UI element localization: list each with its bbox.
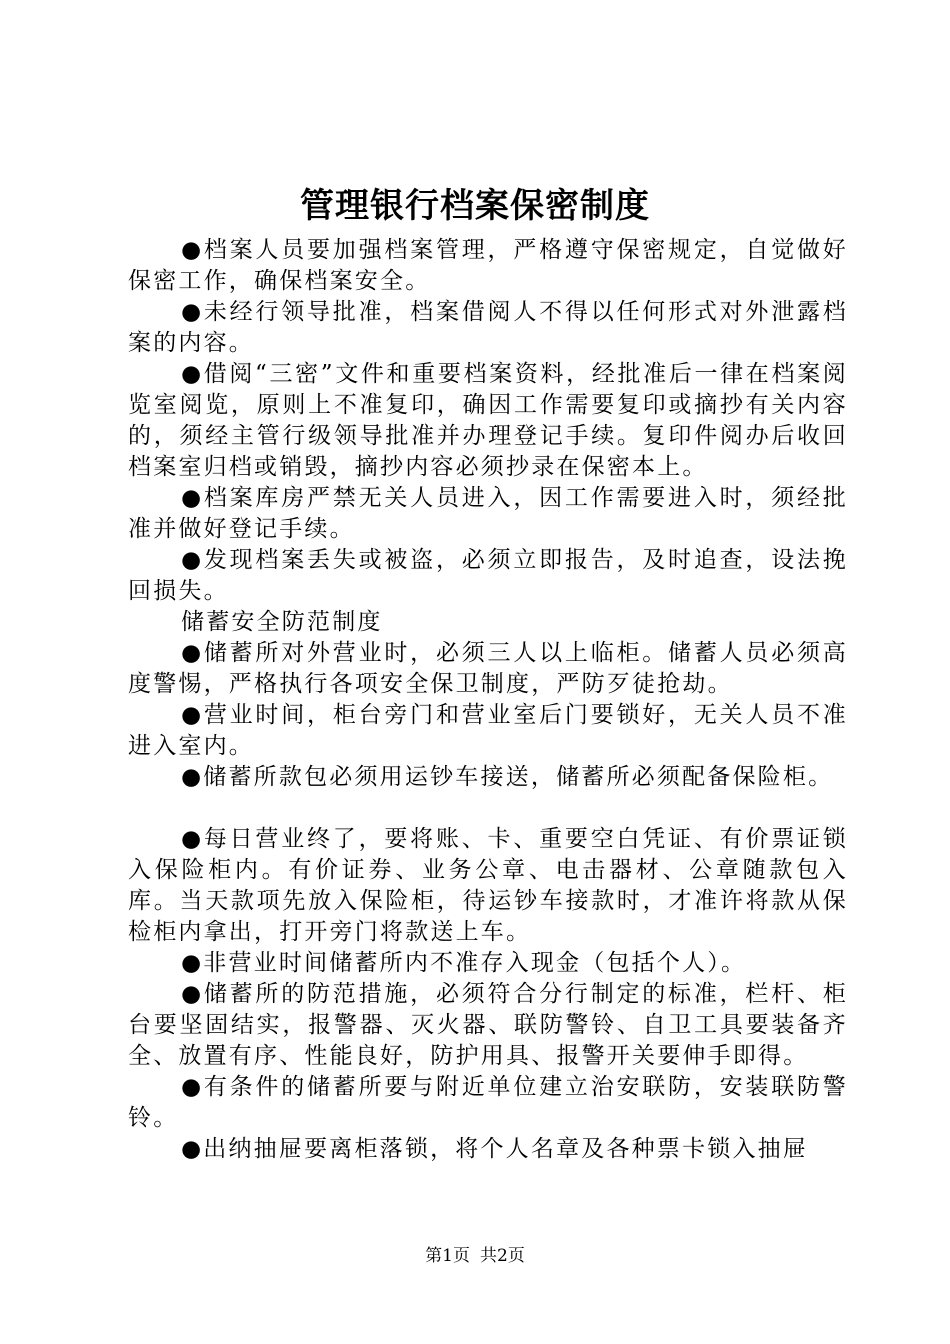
paragraph: ●营业时间，柜台旁门和营业室后门要锁好，无关人员不准进入室内。 (128, 702, 848, 759)
paragraph: ●储蓄所对外营业时，必须三人以上临柜。储蓄人员必须高度警惕，严格执行各项安全保卫制度，严防歹徒抢劫。 (128, 640, 848, 697)
paragraph: ●有条件的储蓄所要与附近单位建立治安联防，安装联防警铃。 (128, 1074, 848, 1131)
document-body (128, 235, 848, 1165)
paragraph: ●未经行领导批准，档案借阅人不得以任何形式对外泄露档案的内容。 (128, 299, 848, 356)
paragraph: ●档案库房严禁无关人员进入，因工作需要进入时，须经批准并做好登记手续。 (128, 485, 848, 542)
page-total: 共2页 (480, 1246, 525, 1266)
paragraph: ●出纳抽屉要离柜落锁，将个人名章及各种票卡锁入抽屉 (181, 1136, 809, 1162)
page-number: 第1页 (425, 1246, 470, 1266)
paragraph: ●借阅“三密”文件和重要档案资料，经批准后一律在档案阅览室阅览，原则上不准复印，确因工作需要复印或摘抄有关内容的，须经主管行级领导批准并办理登记手续。复印件阅办后收回档案室归档或销毁，摘抄内容必须抄录在保密本上。 (128, 361, 848, 480)
paragraph: ●每日营业终了，要将账、卡、重要空白凭证、有价票证锁入保险柜内。有价证券、业务公章、电击器材、公章随款包入库。当天款项先放入保险柜，待运钞车接款时，才准许将款从保检柜内拿出，打开旁门将款送上车。 (128, 826, 848, 945)
paragraph: ●发现档案丢失或被盗，必须立即报告，及时追查，设法挽回损失。 (128, 547, 848, 604)
section-heading: 储蓄安全防范制度 (181, 609, 383, 635)
paragraph: ●储蓄所款包必须用运钞车接送，储蓄所必须配备保险柜。 (181, 764, 834, 790)
document-title: 管理银行档案保密制度 (300, 186, 650, 226)
paragraph: ●非营业时间储蓄所内不准存入现金（包括个人）。 (181, 950, 747, 976)
page-footer (0, 1244, 950, 1268)
paragraph: ●档案人员要加强档案管理，严格遵守保密规定，自觉做好保密工作，确保档案安全。 (128, 237, 848, 294)
paragraph: ●储蓄所的防范措施，必须符合分行制定的标准，栏杆、柜台要坚固结实，报警器、灭火器、联防警铃、自卫工具要装备齐全、放置有序、性能良好，防护用具、报警开关要伸手即得。 (128, 981, 848, 1069)
